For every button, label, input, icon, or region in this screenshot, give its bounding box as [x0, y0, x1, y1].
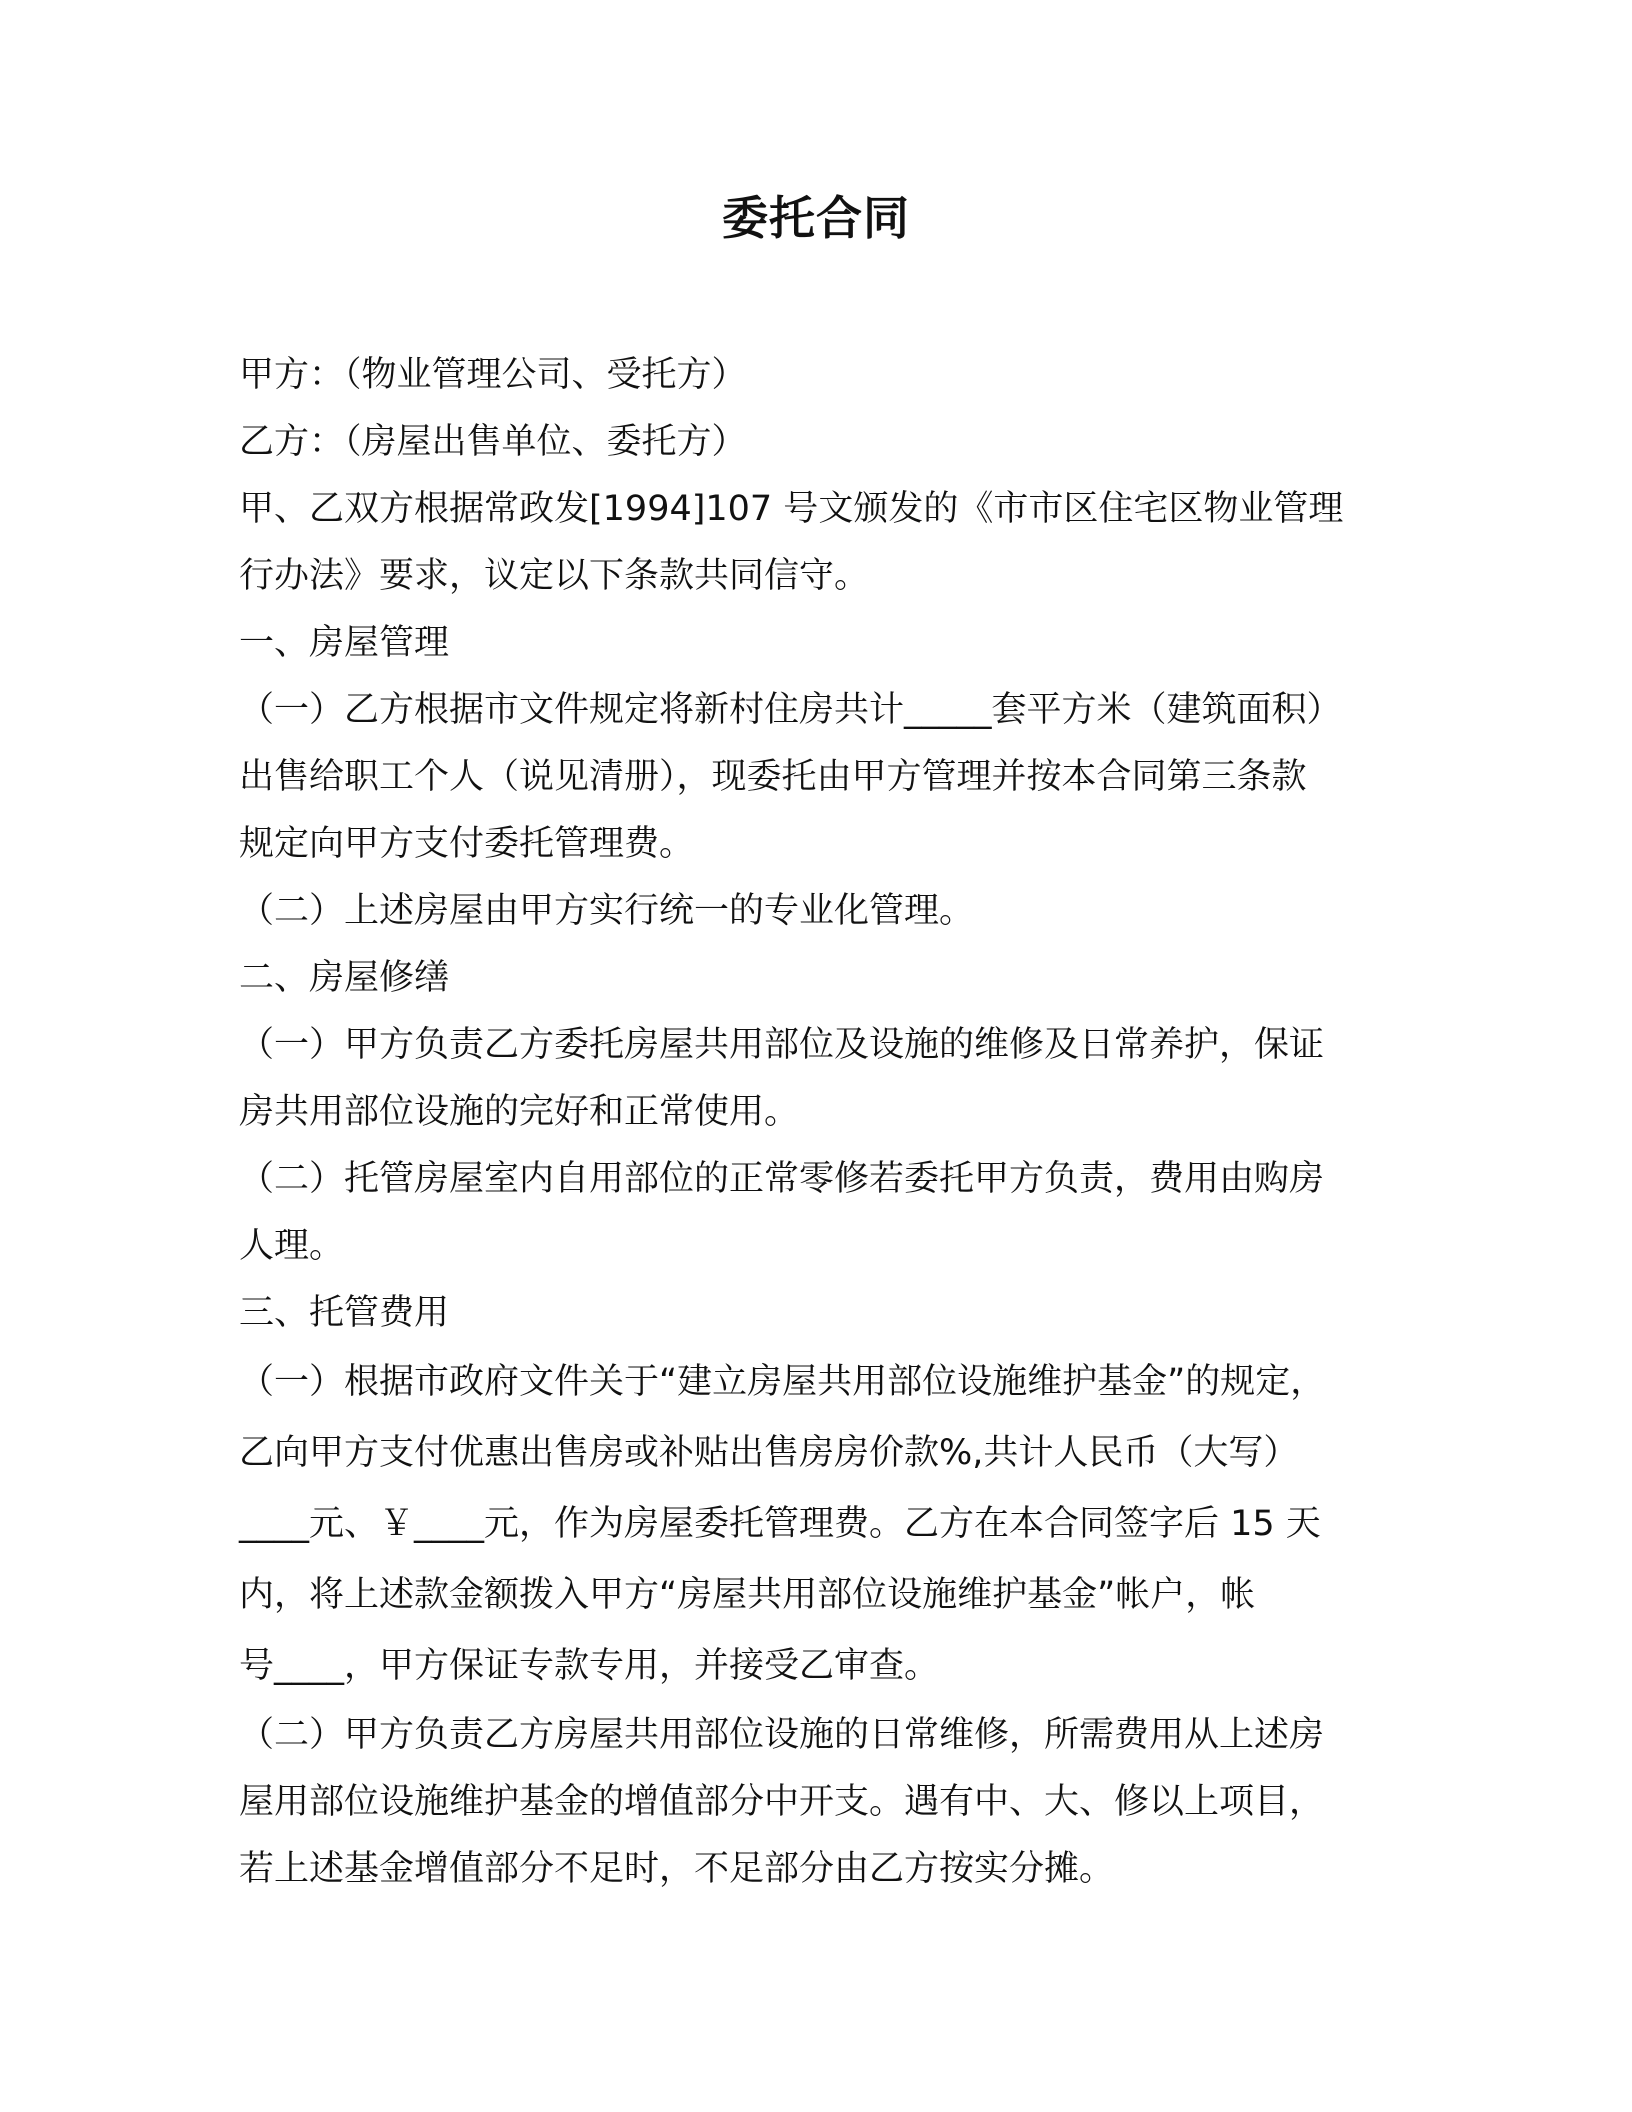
document-body	[239, 342, 1399, 1903]
clause-3-1-line-5: 号____，甲方保证专款专用，并接受乙审查。	[239, 1646, 940, 1686]
clause-1-1-line-1: （一）乙方根据市文件规定将新村住房共计_____套平方米（建筑面积）	[239, 690, 1342, 730]
section-heading-1: 一、房屋管理	[239, 623, 450, 663]
clause-3-1-line-4: 内，将上述款金额拨入甲方“房屋共用部位设施维护基金”帐户，帐	[239, 1575, 1256, 1615]
clause-1-1-line-2: 出售给职工个人（说见清册），现委托由甲方管理并按本合同第三条款	[239, 757, 1307, 797]
clause-3-2-line-2: 屋用部位设施维护基金的增值部分中开支。遇有中、大、修以上项目，	[239, 1782, 1325, 1822]
clause-2-1-line-1: （一）甲方负责乙方委托房屋共用部位及设施的维修及日常养护，保证	[239, 1025, 1325, 1065]
preamble-line-1: 甲、乙双方根据常政发[1994]107 号文颁发的《市市区住宅区物业管理	[239, 489, 1344, 529]
section-heading-3: 三、托管费用	[239, 1293, 450, 1333]
party-b-line: 乙方：（房屋出售单位、委托方）	[239, 422, 747, 462]
clause-3-2-line-3: 若上述基金增值部分不足时，不足部分由乙方按实分摊。	[239, 1849, 1115, 1889]
clause-3-1-line-1: （一）根据市政府文件关于“建立房屋共用部位设施维护基金”的规定，	[239, 1362, 1326, 1402]
preamble-line-2: 行办法》要求，议定以下条款共同信守。	[239, 556, 870, 596]
clause-2-2-line-1: （二）托管房屋室内自用部位的正常零修若委托甲方负责，费用由购房	[239, 1159, 1325, 1199]
clause-2-1-line-2: 房共用部位设施的完好和正常使用。	[239, 1092, 800, 1132]
clause-3-1-line-2: 乙向甲方支付优惠出售房或补贴出售房房价款%,共计人民币（大写）	[239, 1433, 1299, 1473]
clause-3-1	[239, 1347, 1399, 1702]
party-a-line: 甲方：（物业管理公司、受托方）	[239, 355, 747, 395]
clause-1-1-line-3: 规定向甲方支付委托管理费。	[239, 824, 695, 864]
section-heading-2: 二、房屋修缮	[239, 958, 450, 998]
clause-3-2-line-1: （二）甲方负责乙方房屋共用部位设施的日常维修，所需费用从上述房	[239, 1715, 1325, 1755]
clause-1-2-line-1: （二）上述房屋由甲方实行统一的专业化管理。	[239, 891, 975, 931]
clause-3-1-line-3: ____元、￥____元，作为房屋委托管理费。乙方在本合同签字后 15 天	[239, 1504, 1321, 1544]
document-title: 委托合同	[722, 191, 910, 245]
clause-2-2-line-2: 人理。	[239, 1226, 345, 1266]
